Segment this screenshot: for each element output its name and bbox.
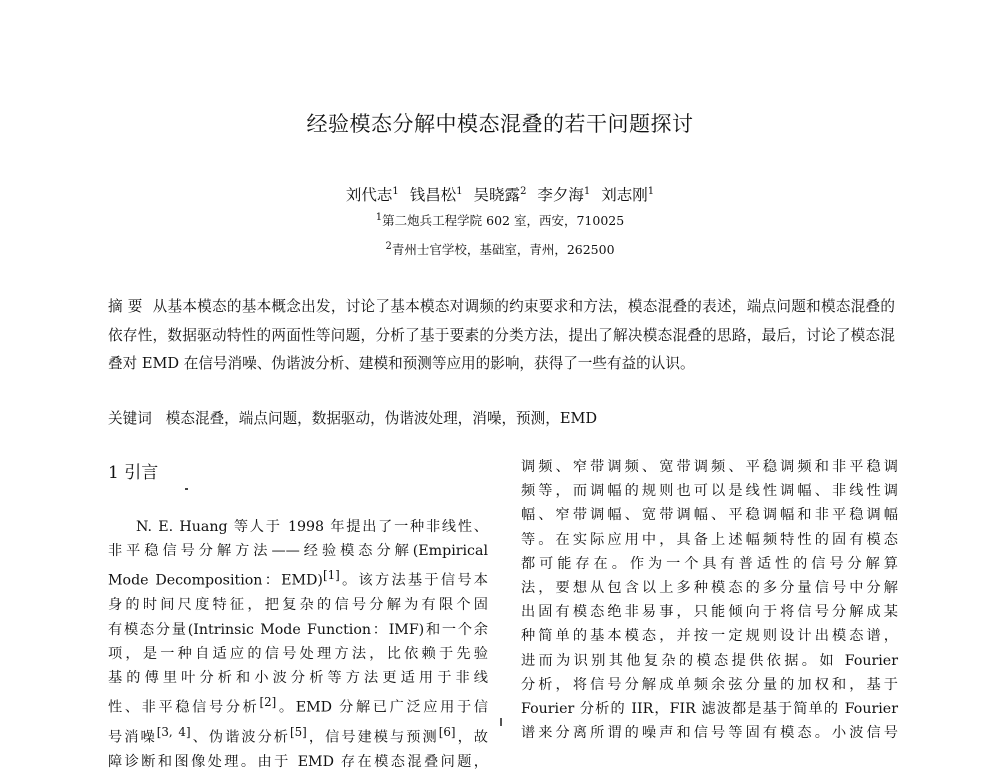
citation: [3, 4] — [156, 725, 191, 740]
text-line: 障诊断和图像处理。由于 EMD 存在模态混叠问题， — [108, 754, 488, 771]
scan-speck — [185, 488, 188, 490]
author: 钱昌松$^1$ — [409, 185, 463, 204]
text-line: 基的傅里叶分析和小波分析等方法更适用于非线 — [108, 669, 488, 686]
keywords — [108, 405, 895, 433]
left-column — [108, 515, 488, 774]
text-line: 都可能存在。作为一个具有普适性的信号分解算 — [521, 555, 898, 572]
paper-title: 经验模态分解中模态混叠的若干问题探讨 — [306, 112, 694, 136]
text-line: 谱来分离所谓的噪声和信号等固有模态。小波信号 — [521, 725, 898, 742]
author: 吴晓露$^2$ — [473, 185, 527, 204]
author: 刘志刚$^1$ — [601, 185, 655, 204]
abstract-text: 从基本模态的基本概念出发，讨论了基本模态对调频的约束要求和方法，模态混叠的表述，端点问题和模态混叠的依存性，数据驱动特性的两面性等问题，分析了基于要素的分类方法，提出了解决模态混叠的思路，最后，讨论了模态混叠对 EMD 在信号消噪、伪谐波分析、建模和预测等应用的影响，获得了一些有益的认识。 — [108, 298, 895, 372]
abstract-label: 摘 要 — [108, 298, 143, 315]
scan-speck — [500, 718, 502, 726]
affiliation: $^1$第二炮兵工程学院 602 室，西安，710025 — [375, 211, 625, 228]
right-column — [521, 455, 898, 745]
text-line: 种简单的基本模态，并按一定规则设计出模态谱， — [521, 628, 898, 645]
text-line: 出固有模态绝非易事，只能倾向于将信号分解成某 — [521, 604, 898, 621]
text-line: N. E. Huang 等人于 1998 年提出了一种非线性、 — [136, 519, 488, 535]
text-line: 频等，而调幅的规则也可以是线性调幅、非线性调 — [521, 483, 898, 500]
text-line: 身的时间尺度特征，把复杂的信号分解为有限个固 — [108, 597, 488, 614]
keywords-label: 关键词 — [108, 410, 152, 427]
text-line: Mode Decomposition：EMD)[1]。该方法基于信号本 — [108, 568, 488, 590]
citation: [2] — [259, 695, 277, 710]
text-line: Fourier 分析的 IIR，FIR 滤波都是基于简单的 Fourier — [521, 701, 898, 718]
author-list — [0, 183, 1000, 205]
text-line: 号消噪[3, 4]、伪谐波分析[5]，信号建模与预测[6]，故 — [108, 725, 488, 746]
text-line: 项，是一种自适应的信号处理方法，比依赖于先验 — [108, 645, 488, 662]
text-line: 幅、窄带调幅、宽带调幅、平稳调幅和非平稳调幅 — [521, 507, 898, 524]
affiliation: $^2$青州士官学校，基础室，青州，262500 — [385, 240, 615, 257]
text-line: 调频、窄带调频、宽带调频、平稳调频和非平稳调 — [521, 459, 898, 475]
text-line: 法，要想从包含以上多种模态的多分量信号中分解 — [521, 580, 898, 597]
text-line: 等。在实际应用中，具备上述幅频特性的固有模态 — [521, 531, 898, 548]
citation: [1] — [322, 568, 340, 583]
text-line: 非平稳信号分解方法——经验模态分解(Empirical — [108, 543, 488, 560]
author: 刘代志$^1$ — [345, 185, 399, 204]
text-line: 有模态分量(Intrinsic Mode Function：IMF)和一个余 — [108, 621, 488, 638]
citation: [6] — [438, 725, 456, 740]
citation: [5] — [290, 725, 307, 740]
text-line: 性、非平稳信号分析[2]。EMD 分解已广泛应用于信 — [108, 695, 488, 716]
text-line: 进而为识别其他复杂的模态提供依据。如 Fourier — [521, 652, 898, 669]
section-heading: 1 引言 — [108, 463, 159, 483]
text-line: 分析，将信号分解成单频余弦分量的加权和，基于 — [521, 676, 898, 693]
abstract — [108, 293, 895, 379]
keywords-text: 模态混叠，端点问题，数据驱动，伪谐波处理，消噪，预测，EMD — [165, 410, 598, 427]
author: 李夕海$^1$ — [537, 185, 591, 204]
